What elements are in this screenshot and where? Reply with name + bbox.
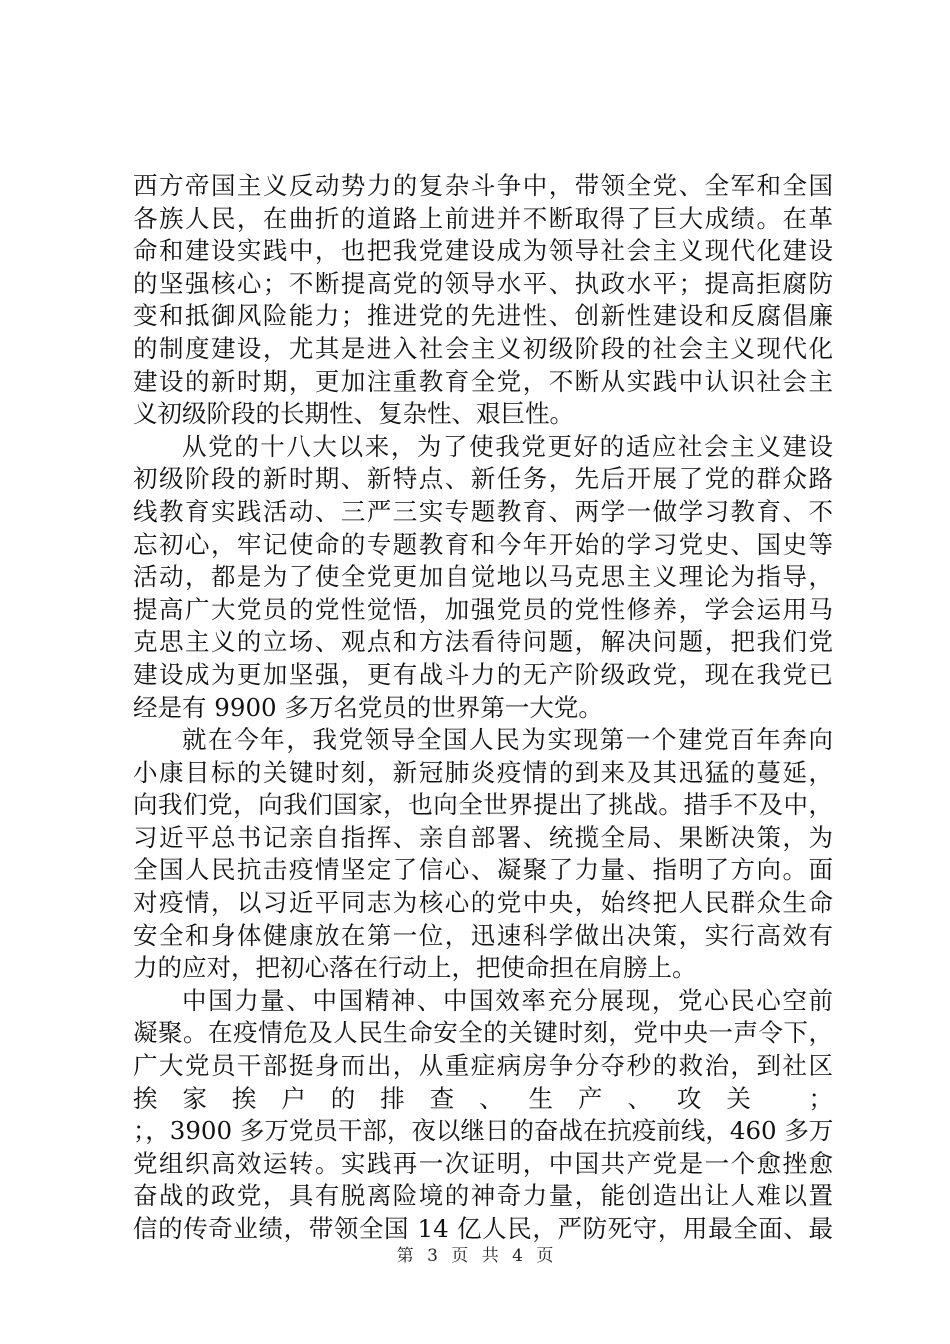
text-line: 凝聚。在疫情危及人民生命安全的关键时刻，党中央一声令下，	[133, 1018, 833, 1048]
text-line: 命和建设实践中，也把我党建设成为领导社会主义现代化建设	[133, 236, 833, 266]
paragraph-2	[133, 431, 833, 724]
paragraph-4	[133, 985, 833, 1246]
text-line: 广大党员干部挺身而出，从重症病房争分夺秒的救治，到社区	[133, 1051, 833, 1081]
paragraph-3	[133, 724, 833, 985]
document-body	[133, 170, 833, 1246]
text-line: 挨家挨户的排查、生产、攻关 ；	[133, 1083, 833, 1113]
text-line: 初级阶段的新时期、新特点、新任务，先后开展了党的群众路	[133, 464, 833, 494]
text-line: 对疫情，以习近平同志为核心的党中央，始终把人民群众生命	[133, 888, 833, 918]
text-line: 奋战的政党，具有脱离险境的神奇力量，能创造出让人难以置	[133, 1181, 833, 1211]
text-line: 忘初心，牢记使命的专题教育和今年开始的学习党史、国史等	[133, 529, 833, 559]
text-line: 经是有 9900 多万名党员的世界第一大党。	[133, 692, 603, 722]
text-line: 信的传奇业绩，带领全国 14 亿人民，严防死守，用最全面、最	[133, 1214, 833, 1243]
text-line: 中国力量、中国精神、中国效率充分展现，党心民心空前	[182, 985, 833, 1015]
text-line: 小康目标的关键时刻，新冠肺炎疫情的到来及其迅猛的蔓延，	[133, 757, 833, 787]
text-line: 建设成为更加坚强，更有战斗力的无产阶级政党，现在我党已	[133, 659, 833, 689]
text-line: 安全和身体健康放在第一位，迅速科学做出决策，实行高效有	[133, 920, 833, 950]
text-line: ；，3900 多万党员干部，夜以继日的奋战在抗疫前线，460 多万	[133, 1116, 833, 1146]
text-line: 线教育实践活动、三严三实专题教育、两学一做学习教育、不	[133, 496, 833, 526]
text-line: 建设的新时期，更加注重教育全党，不断从实践中认识社会主	[133, 366, 833, 396]
text-line: 各族人民，在曲折的道路上前进并不断取得了巨大成绩。在革	[133, 203, 833, 233]
text-line: 的坚强核心；不断提高党的领导水平、执政水平；提高拒腐防	[133, 268, 833, 298]
page-number-footer: 第 3 页 共 4 页	[396, 1246, 554, 1266]
text-line: 就在今年，我党领导全国人民为实现第一个建党百年奔向	[182, 725, 833, 755]
text-line: 的制度建设，尤其是进入社会主义初级阶段的社会主义现代化	[133, 333, 833, 363]
text-line: 变和抵御风险能力；推进党的先进性、创新性建设和反腐倡廉	[133, 301, 833, 331]
text-line: 全国人民抗击疫情坚定了信心、凝聚了力量、指明了方向。面	[133, 855, 833, 885]
text-line: 义初级阶段的长期性、复杂性、艰巨性。	[133, 399, 574, 429]
text-line: 力的应对，把初心落在行动上，把使命担在肩膀上。	[133, 953, 697, 983]
text-line: 向我们党，向我们国家，也向全世界提出了挑战。措手不及中，	[133, 790, 833, 820]
text-line: 党组织高效运转。实践再一次证明，中国共产党是一个愈挫愈	[133, 1148, 833, 1178]
text-line: 克思主义的立场、观点和方法看待问题，解决问题，把我们党	[133, 627, 833, 657]
text-line: 西方帝国主义反动势力的复杂斗争中，带领全党、全军和全国	[133, 171, 833, 200]
text-line: 从党的十八大以来，为了使我党更好的适应社会主义建设	[182, 431, 833, 461]
text-line: 提高广大党员的党性觉悟，加强党员的党性修养，学会运用马	[133, 594, 833, 624]
text-line: 习近平总书记亲自指挥、亲自部署、统揽全局、果断决策，为	[133, 822, 833, 852]
text-line: 活动，都是为了使全党更加自觉地以马克思主义理论为指导，	[133, 562, 833, 592]
paragraph-1	[133, 170, 833, 431]
